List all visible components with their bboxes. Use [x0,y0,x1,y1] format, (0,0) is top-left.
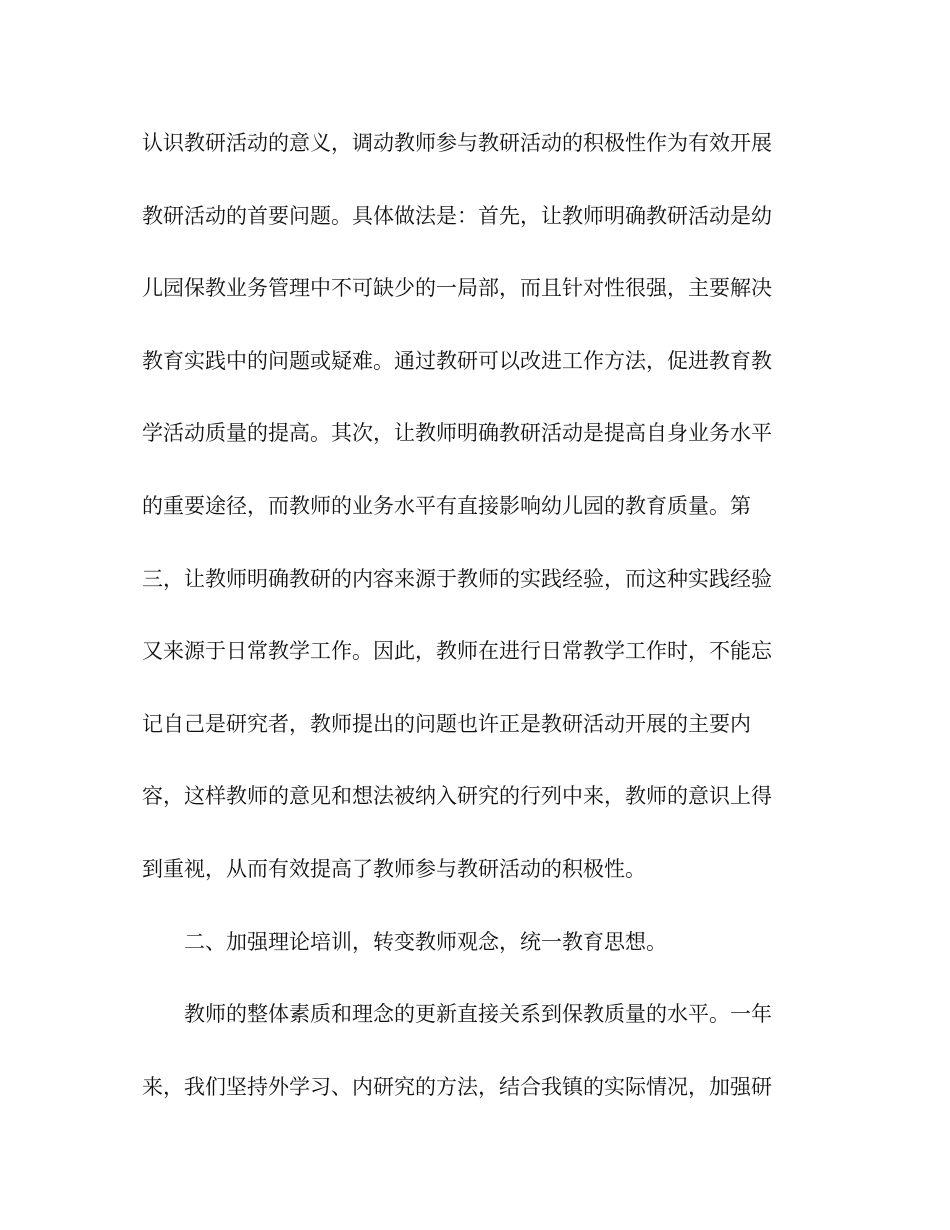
text-line: 到重视，从而有效提高了教师参与教研活动的积极性。 [142,856,646,881]
text-line: 三，让教师明确教研的内容来源于教师的实践经验，而这种实践经验 [142,566,772,591]
text-line: 认识教研活动的意义，调动教师参与教研活动的积极性作为有效开展 [142,131,772,155]
text-line: 教研活动的首要问题。具体做法是：首先，让教师明确教研活动是幼 [142,203,772,228]
text-line: 教育实践中的问题或疑难。通过教研可以改进工作方法，促进教育教 [142,348,772,373]
document-body [142,118,802,1134]
text-line: 容，这样教师的意见和想法被纳入研究的行列中来，教师的意识上得 [142,784,772,809]
paragraph-start-line: 教师的整体素质和理念的更新直接关系到保教质量的水平。一年 [184,1002,772,1027]
text-line: 记自己是研究者，教师提出的问题也许正是教研活动开展的主要内 [142,711,751,736]
text-line: 学活动质量的提高。其次，让教师明确教研活动是提高自身业务水平 [142,421,772,446]
text-line: 儿园保教业务管理中不可缺少的一局部，而且针对性很强，主要解决 [142,276,772,301]
section-heading: 二、加强理论培训，转变教师观念，统一教育思想。 [184,929,667,954]
text-line: 的重要途径，而教师的业务水平有直接影响幼儿园的教育质量。第 [142,493,751,518]
text-line: 又来源于日常教学工作。因此，教师在进行日常教学工作时，不能忘 [142,639,772,664]
text-line: 来，我们坚持外学习、内研究的方法，结合我镇的实际情况，加强研 [142,1074,772,1099]
